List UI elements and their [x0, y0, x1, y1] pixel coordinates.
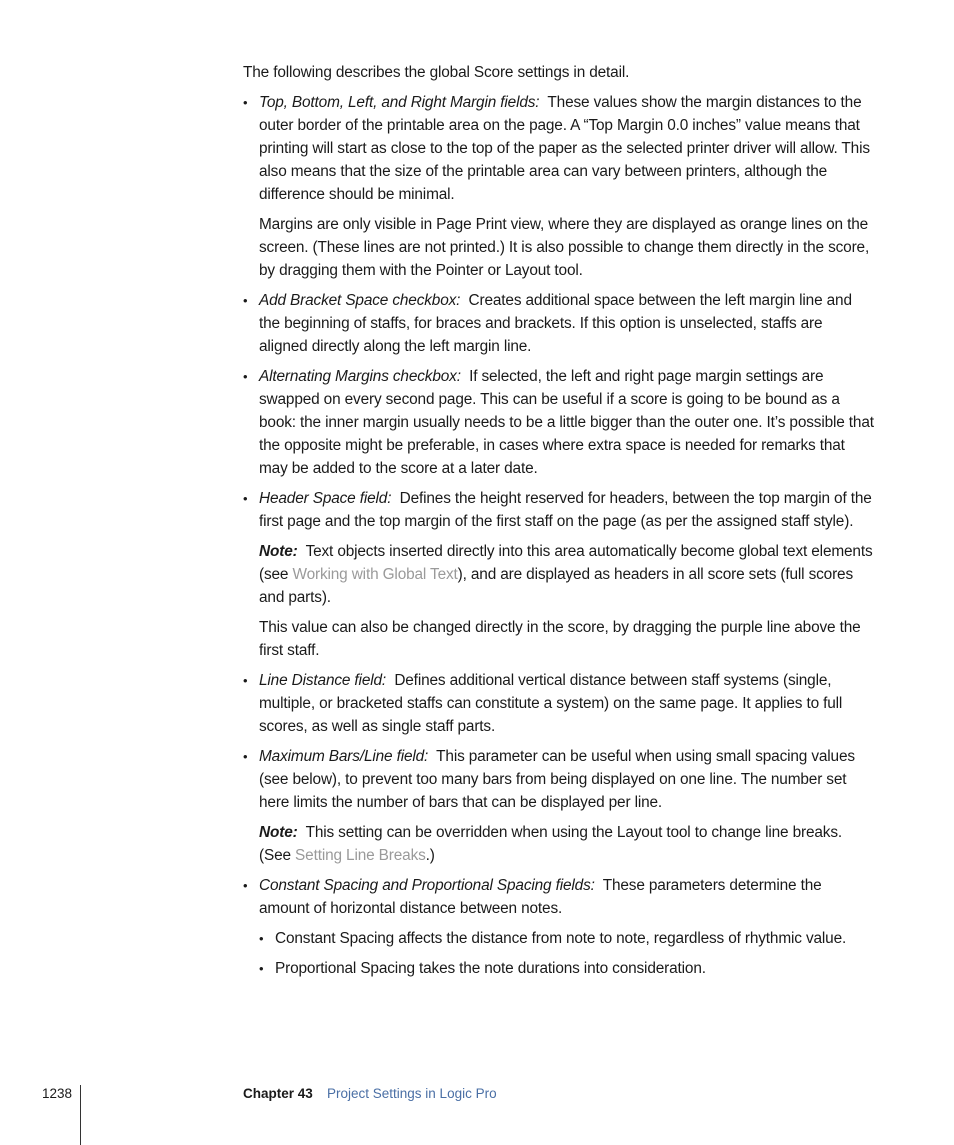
chapter-title-link[interactable]: Project Settings in Logic Pro	[327, 1086, 497, 1101]
item-paragraph	[259, 289, 875, 358]
list-item-alternating-margins	[243, 365, 875, 480]
note-text-end: .)	[425, 847, 435, 864]
item-text: Defines the height reserved for headers, between the top margin of the first page and the top margin of the first staff on the page (as per the assigned staff style).	[259, 490, 872, 530]
sub-list-item-constant-spacing	[243, 927, 875, 950]
note-label: Note:	[259, 543, 298, 560]
note-paragraph	[259, 540, 875, 609]
item-paragraph	[259, 91, 875, 206]
sub-item-text: Proportional Spacing takes the note durations into consideration.	[275, 960, 706, 977]
list-item-add-bracket-space	[243, 289, 875, 358]
list-item-maximum-bars	[243, 745, 875, 867]
bullet: •	[259, 961, 264, 976]
item-paragraph	[259, 487, 875, 533]
intro-paragraph: The following describes the global Score settings in detail.	[243, 64, 630, 81]
bullet: •	[243, 878, 248, 893]
list-item-spacing-fields	[243, 874, 875, 920]
note-paragraph	[259, 821, 875, 867]
item-extra-paragraph: This value can also be changed directly in the score, by dragging the purple line above the first staff.	[259, 619, 861, 659]
item-term: Line Distance field:	[259, 672, 387, 689]
note-text: This setting can be overridden when using the Layout tool to change line breaks. (See	[259, 824, 842, 864]
bullet: •	[243, 369, 248, 384]
item-extra-paragraph: Margins are only visible in Page Print view, where they are displayed as orange lines on the screen. (These lines are not printed.) It is also possible to change them directly in the score, by dragging them with the Pointer or Layout tool.	[259, 216, 870, 279]
item-text: Creates additional space between the left margin line and the beginning of staffs, for braces and brackets. If this option is unselected, staffs are aligned directly along the left margin line.	[259, 292, 852, 355]
item-text: If selected, the left and right page margin settings are swapped on every second page. This can be useful if a score is going to be bound as a book: the inner margin usually needs to be a little bigger than the outer one. It’s possible that the opposite might be preferable, in cases where extra space is needed for remarks that may be added to the score at a later date.	[259, 368, 874, 477]
item-term: Top, Bottom, Left, and Right Margin fields:	[259, 94, 540, 111]
item-text: Defines additional vertical distance between staff systems (single, multiple, or bracketed staffs can constitute a system) on the same page. It applies to full scores, as well as single staff parts.	[259, 672, 843, 735]
item-term: Add Bracket Space checkbox:	[259, 292, 461, 309]
cross-reference-link[interactable]: Working with Global Text	[292, 566, 458, 583]
item-paragraph	[259, 745, 875, 814]
bullet: •	[243, 749, 248, 764]
list-item-line-distance	[243, 669, 875, 738]
sub-item-text: Constant Spacing affects the distance from note to note, regardless of rhythmic value.	[275, 930, 847, 947]
footer-divider	[80, 1085, 81, 1145]
note-text-end: ), and are displayed as headers in all score sets (full scores and parts).	[259, 566, 854, 606]
bullet: •	[243, 95, 248, 110]
cross-reference-link[interactable]: Setting Line Breaks	[295, 847, 426, 864]
item-text: These parameters determine the amount of horizontal distance between notes.	[259, 877, 822, 917]
item-term: Constant Spacing and Proportional Spacing fields:	[259, 877, 595, 894]
page-number: 1238	[42, 1086, 73, 1101]
sub-list-item-proportional-spacing	[243, 957, 875, 980]
document-body	[243, 61, 875, 987]
bullet: •	[243, 491, 248, 506]
note-label: Note:	[259, 824, 298, 841]
list-item-margin-fields	[243, 91, 875, 282]
bullet: •	[243, 673, 248, 688]
item-term: Header Space field:	[259, 490, 392, 507]
bullet: •	[259, 931, 264, 946]
item-paragraph	[259, 874, 875, 920]
item-text: This parameter can be useful when using small spacing values (see below), to prevent too many bars from being displayed on one line. The number set here limits the number of bars that can be displayed per line.	[259, 748, 855, 811]
item-text: These values show the margin distances to the outer border of the printable area on the page. A “Top Margin 0.0 inches” value means that printing will start as close to the top of the paper as the selected printer driver will allow. This also means that the size of the printable area can vary between printers, although the difference should be minimal.	[259, 94, 870, 203]
note-text: Text objects inserted directly into this area automatically become global text elements (see	[259, 543, 873, 583]
list-item-header-space	[243, 487, 875, 662]
chapter-label: Chapter 43	[243, 1086, 313, 1101]
item-term: Alternating Margins checkbox:	[259, 368, 461, 385]
bullet: •	[243, 293, 248, 308]
item-paragraph	[259, 365, 875, 480]
item-paragraph	[259, 669, 875, 738]
item-term: Maximum Bars/Line field:	[259, 748, 429, 765]
